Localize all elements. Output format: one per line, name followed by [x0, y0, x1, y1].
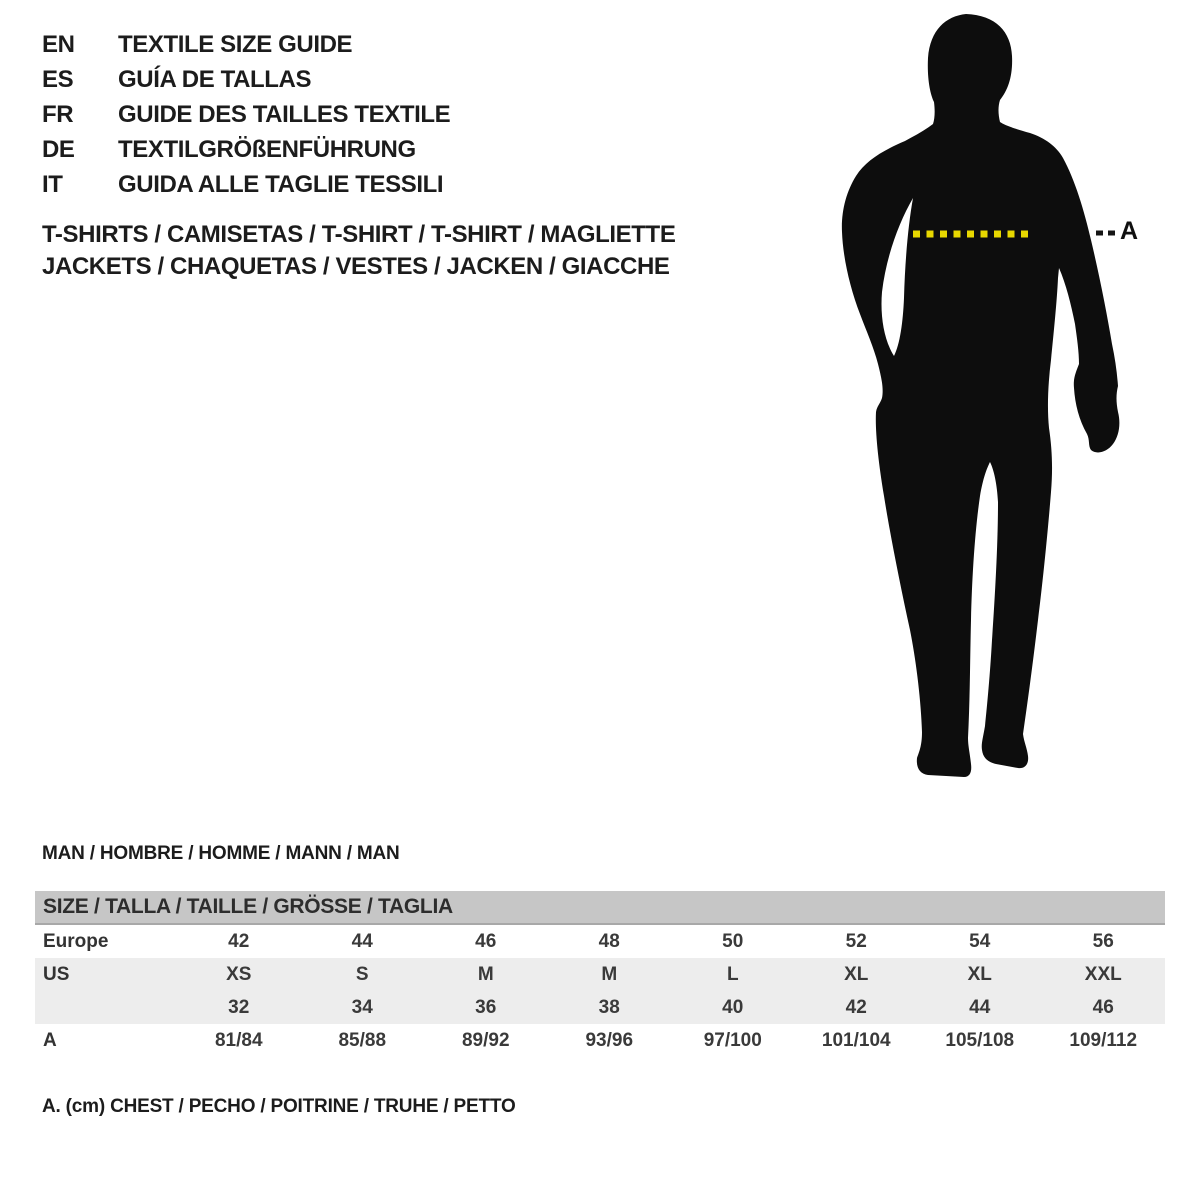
- size-cell: 50: [722, 931, 744, 952]
- size-cell: 34: [351, 997, 373, 1018]
- table-row-us: [35, 958, 1165, 991]
- table-row-chest: [35, 1024, 1165, 1057]
- language-label: TEXTILE SIZE GUIDE: [118, 31, 353, 58]
- row-label: A: [43, 1030, 57, 1051]
- category-line-jackets: JACKETS / CHAQUETAS / VESTES / JACKEN / GIACCHE: [42, 253, 670, 280]
- size-cell: 85/88: [338, 1030, 387, 1051]
- row-label: Europe: [43, 931, 109, 952]
- size-cell: 109/112: [1069, 1030, 1138, 1051]
- table-row-numeric: [35, 991, 1165, 1024]
- size-cell: M: [477, 964, 494, 985]
- table-row-europe: [35, 925, 1165, 958]
- language-code: FR: [42, 101, 74, 128]
- size-table: [35, 891, 1165, 1057]
- size-cell: XS: [226, 964, 252, 985]
- man-silhouette: [842, 14, 1120, 777]
- size-cell: S: [355, 964, 369, 985]
- category-line-tshirts: T-SHIRTS / CAMISETAS / T-SHIRT / T-SHIRT / MAGLIETTE: [42, 221, 676, 248]
- language-row: [42, 62, 450, 97]
- language-guide: [42, 27, 450, 202]
- language-label: GUIDE DES TAILLES TEXTILE: [118, 101, 451, 128]
- language-code: DE: [42, 136, 75, 163]
- row-label: US: [43, 964, 70, 985]
- size-cell: 46: [1092, 997, 1114, 1018]
- footnote: A. (cm) CHEST / PECHO / POITRINE / TRUHE / PETTO: [42, 1096, 516, 1117]
- size-cell: 46: [475, 931, 497, 952]
- language-row: [42, 27, 450, 62]
- man-silhouette-figure: [820, 0, 1200, 800]
- language-row: [42, 132, 450, 167]
- size-cell: 105/108: [945, 1030, 1015, 1051]
- size-cell: 42: [228, 931, 250, 952]
- man-silhouette-svg: [820, 0, 1200, 800]
- size-cell: XXL: [1084, 964, 1122, 985]
- size-cell: XL: [967, 964, 992, 985]
- size-cell: 36: [475, 997, 497, 1018]
- size-cell: L: [726, 964, 739, 985]
- size-cell: 40: [722, 997, 744, 1018]
- size-cell: 54: [969, 931, 991, 952]
- size-cell: 32: [228, 997, 250, 1018]
- size-cell: 81/84: [214, 1030, 263, 1051]
- language-label: GUIDA ALLE TAGLIE TESSILI: [118, 171, 444, 198]
- size-cell: 38: [598, 997, 620, 1018]
- size-cell: 101/104: [821, 1030, 891, 1051]
- language-label: GUÍA DE TALLAS: [118, 66, 312, 93]
- size-cell: 89/92: [461, 1030, 510, 1051]
- product-categories: [42, 219, 675, 283]
- language-row: [42, 167, 450, 202]
- measure-label-a: A: [1120, 217, 1139, 245]
- size-cell: 97/100: [703, 1030, 762, 1051]
- language-code: IT: [42, 171, 63, 198]
- size-cell: 93/96: [585, 1030, 634, 1051]
- language-code: EN: [42, 31, 75, 58]
- size-cell: M: [601, 964, 618, 985]
- size-cell: 48: [598, 931, 620, 952]
- size-cell: 56: [1092, 931, 1114, 952]
- language-row: [42, 97, 450, 132]
- size-cell: 44: [969, 997, 991, 1018]
- size-cell: XL: [844, 964, 869, 985]
- language-label: TEXTILGRÖßENFÜHRUNG: [118, 136, 416, 163]
- row-label: [35, 991, 177, 1024]
- size-cell: 44: [351, 931, 373, 952]
- size-cell: 52: [845, 931, 867, 952]
- size-cell: 42: [845, 997, 867, 1018]
- section-title: MAN / HOMBRE / HOMME / MANN / MAN: [42, 843, 400, 864]
- table-header: SIZE / TALLA / TAILLE / GRÖSSE / TAGLIA: [35, 891, 1165, 925]
- language-code: ES: [42, 66, 74, 93]
